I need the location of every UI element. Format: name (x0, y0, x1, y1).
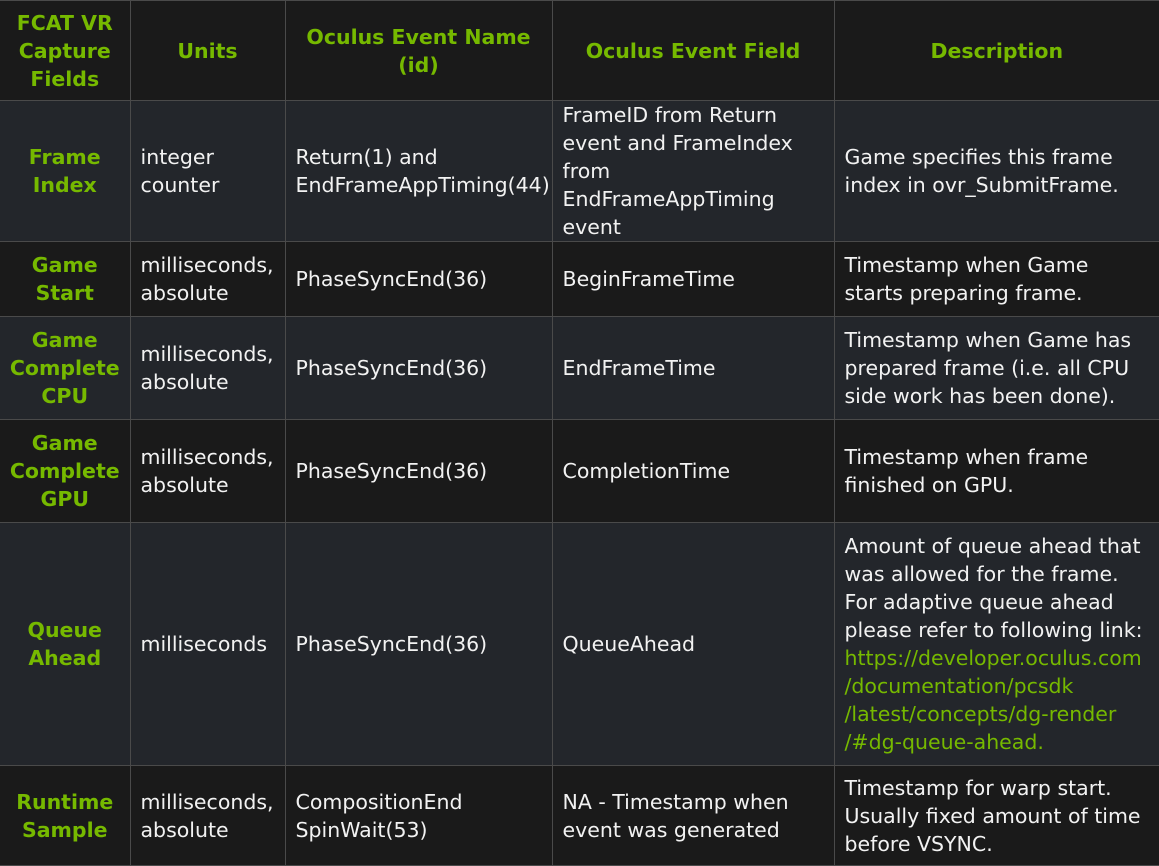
row-units: milliseconds, absolute (130, 766, 285, 866)
row-event-field: BeginFrameTime (552, 242, 834, 317)
table-row (0, 766, 1159, 866)
table-row (0, 242, 1159, 317)
row-units: milliseconds (130, 523, 285, 766)
row-description: Timestamp for warp start. Usually fixed amount of time before VSYNC. (834, 766, 1159, 866)
row-event-name: CompositionEnd SpinWait(53) (285, 766, 552, 866)
table-row (0, 523, 1159, 766)
row-description (834, 523, 1159, 766)
header-description: Description (834, 1, 1159, 101)
row-event-field: FrameID from Return event and FrameIndex from EndFrameAppTiming event (552, 101, 834, 242)
row-description: Timestamp when frame finished on GPU. (834, 420, 1159, 523)
header-row (0, 1, 1159, 101)
row-event-name: PhaseSyncEnd(36) (285, 242, 552, 317)
queue-ahead-description-text: Amount of queue ahead that was allowed for the frame. For adaptive queue ahead please refer to following link: (844, 534, 1143, 642)
row-event-field: NA - Timestamp when event was generated (552, 766, 834, 866)
row-description: Timestamp when Game starts preparing frame. (834, 242, 1159, 317)
row-event-field: QueueAhead (552, 523, 834, 766)
row-event-name: PhaseSyncEnd(36) (285, 420, 552, 523)
table-row (0, 420, 1159, 523)
row-event-field: CompletionTime (552, 420, 834, 523)
row-units: integer counter (130, 101, 285, 242)
row-units: milliseconds, absolute (130, 420, 285, 523)
row-field-name: Runtime Sample (0, 766, 130, 866)
row-event-name: PhaseSyncEnd(36) (285, 317, 552, 420)
link-line: https://developer.oculus.com (844, 646, 1142, 670)
table-row (0, 101, 1159, 242)
row-event-name: PhaseSyncEnd(36) (285, 523, 552, 766)
row-field-name: Queue Ahead (0, 523, 130, 766)
row-units: milliseconds, absolute (130, 317, 285, 420)
row-field-name: Game Start (0, 242, 130, 317)
header-event-field: Oculus Event Field (552, 1, 834, 101)
row-event-field: EndFrameTime (552, 317, 834, 420)
link-line: /documentation/pcsdk (844, 674, 1074, 698)
oculus-docs-link[interactable] (845, 646, 1142, 754)
row-description: Timestamp when Game has prepared frame (i.e. all CPU side work has been done). (834, 317, 1159, 420)
row-units: milliseconds, absolute (130, 242, 285, 317)
row-description: Game specifies this frame index in ovr_SubmitFrame. (834, 101, 1159, 242)
row-field-name: Frame Index (0, 101, 130, 242)
table-row (0, 317, 1159, 420)
row-event-name: Return(1) and EndFrameAppTiming(44) (285, 101, 552, 242)
header-event-name: Oculus Event Name (id) (285, 1, 552, 101)
link-line: /#dg-queue-ahead. (844, 730, 1044, 754)
header-capture-fields: FCAT VR Capture Fields (0, 1, 130, 101)
row-field-name: Game Complete CPU (0, 317, 130, 420)
row-field-name: Game Complete GPU (0, 420, 130, 523)
link-line: /latest/concepts/dg-render (844, 702, 1117, 726)
header-units: Units (130, 1, 285, 101)
